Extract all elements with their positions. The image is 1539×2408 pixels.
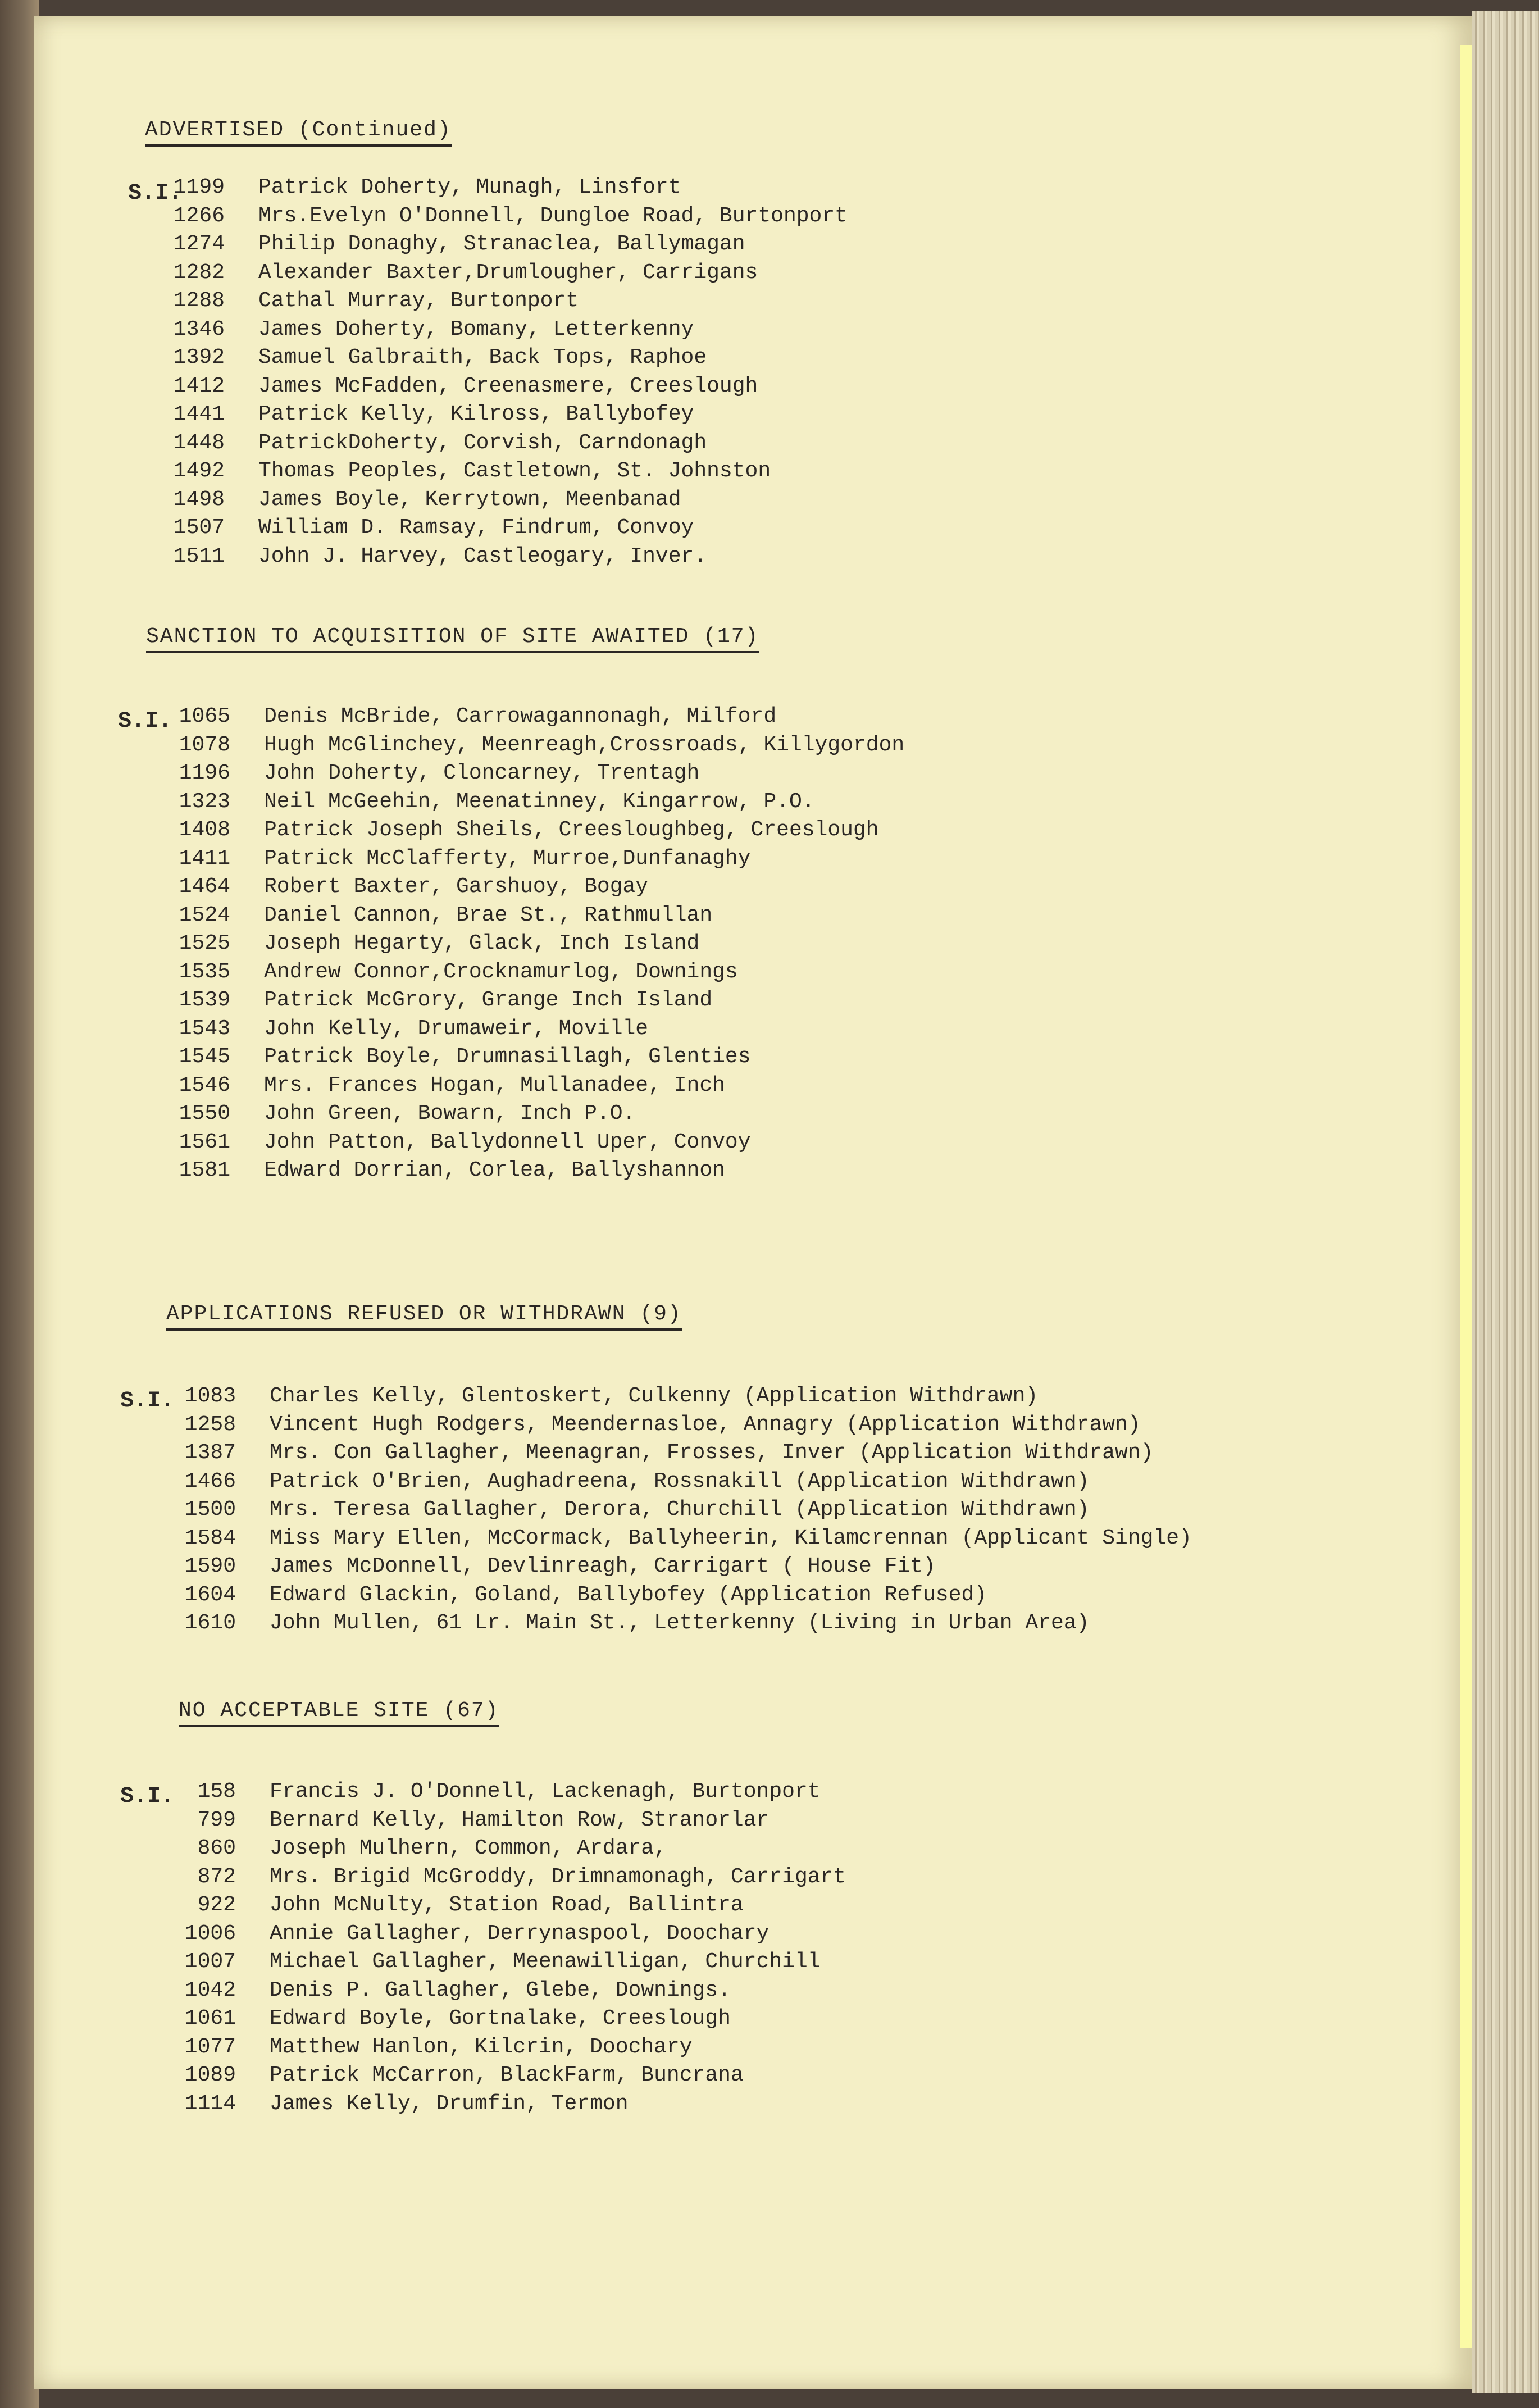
entry-text: Philip Donaghy, Stranaclea, Ballymagan — [258, 232, 745, 256]
list-item — [163, 733, 1342, 762]
list-item — [157, 232, 1281, 261]
entry-text: Michael Gallagher, Meenawilligan, Churchill — [270, 1950, 821, 1974]
list-item — [169, 1950, 1292, 1978]
entry-text: John J. Harvey, Castleogary, Inver. — [258, 544, 707, 568]
list-item — [169, 1413, 1432, 1441]
entry-number: 1078 — [179, 732, 230, 757]
list-item — [157, 516, 1281, 544]
list-item — [163, 903, 1342, 932]
entry-text: Patrick McClafferty, Murroe,Dunfanaghy — [264, 846, 751, 871]
entry-number: 1387 — [184, 1441, 236, 1465]
entry-number: 1089 — [184, 2063, 236, 2087]
list-item — [169, 1554, 1432, 1583]
list-item — [169, 1978, 1292, 2007]
list-item — [169, 1922, 1292, 1950]
entry-text: Miss Mary Ellen, McCormack, Ballyheerin, Kilamcrennan (Applicant Single) — [270, 1526, 1192, 1550]
list-item — [169, 1836, 1292, 1865]
entry-number: 1065 — [179, 704, 230, 729]
list-item — [169, 2092, 1292, 2120]
entry-text: Patrick Doherty, Munagh, Linsfort — [258, 175, 681, 199]
entry-number: 1584 — [184, 1526, 236, 1550]
list-item — [163, 875, 1342, 903]
list-item — [157, 261, 1281, 289]
entry-text: Mrs. Brigid McGroddy, Drimnamonagh, Carrigart — [270, 1864, 846, 1889]
entry-number: 1323 — [179, 789, 230, 814]
entry-text: PatrickDoherty, Corvish, Carndonagh — [258, 430, 707, 455]
entry-number: 1411 — [179, 846, 230, 871]
list-item — [157, 175, 1281, 204]
entry-number: 1199 — [173, 175, 225, 199]
entry-text: Edward Dorrian, Corlea, Ballyshannon — [264, 1158, 725, 1182]
list-item — [169, 2006, 1292, 2035]
entry-number: 1543 — [179, 1016, 230, 1041]
entry-number: 1061 — [184, 2006, 236, 2031]
list-item — [169, 1497, 1432, 1526]
list-item — [169, 1526, 1432, 1555]
entry-text: James Kelly, Drumfin, Termon — [270, 2091, 629, 2116]
entry-text: Patrick O'Brien, Aughadreena, Rossnakill (Application Withdrawn) — [270, 1469, 1090, 1494]
entry-number: 1042 — [184, 1978, 236, 2002]
entry-list-no-acceptable-site — [169, 1779, 1292, 2120]
entry-number: 158 — [197, 1779, 236, 1804]
list-item — [163, 1045, 1342, 1073]
entry-number: 1196 — [179, 761, 230, 785]
entry-text: James Boyle, Kerrytown, Meenbanad — [258, 487, 681, 512]
list-item — [169, 1441, 1432, 1469]
entry-text: Matthew Hanlon, Kilcrin, Doochary — [270, 2034, 693, 2059]
entry-number: 1346 — [173, 317, 225, 342]
list-item — [157, 488, 1281, 516]
list-item — [169, 2063, 1292, 2092]
entry-number: 1441 — [173, 402, 225, 426]
entry-number: 1546 — [179, 1073, 230, 1098]
entry-text: Alexander Baxter,Drumlougher, Carrigans — [258, 260, 758, 285]
entry-number: 1561 — [179, 1130, 230, 1154]
list-item — [163, 960, 1342, 989]
entry-number: 1408 — [179, 818, 230, 842]
entry-text: Vincent Hugh Rodgers, Meendernasloe, Annagry (Application Withdrawn) — [270, 1412, 1141, 1437]
si-label: S.I. — [120, 1784, 175, 1809]
list-item — [169, 1611, 1432, 1640]
entry-number: 1464 — [179, 875, 230, 899]
entry-text: Samuel Galbraith, Back Tops, Raphoe — [258, 345, 707, 370]
entry-text: Patrick Boyle, Drumnasillagh, Glenties — [264, 1045, 751, 1069]
entry-text: James Doherty, Bomany, Letterkenny — [258, 317, 694, 342]
entry-text: John McNulty, Station Road, Ballintra — [270, 1893, 744, 1917]
entry-number: 1448 — [173, 430, 225, 455]
book-fore-edge — [1472, 11, 1539, 2393]
list-item — [169, 1808, 1292, 1837]
entry-text: Robert Baxter, Garshuoy, Bogay — [264, 875, 649, 899]
entry-number: 1535 — [179, 959, 230, 984]
si-label: S.I. — [120, 1389, 175, 1414]
list-item — [163, 818, 1342, 846]
entry-number: 1466 — [184, 1469, 236, 1494]
entry-number: 1077 — [184, 2034, 236, 2059]
entry-number: 872 — [197, 1864, 236, 1889]
entry-text: Mrs. Teresa Gallagher, Derora, Churchill (Application Withdrawn) — [270, 1497, 1090, 1522]
si-label: S.I. — [128, 181, 183, 206]
entry-text: James McDonnell, Devlinreagh, Carrigart ( House Fit) — [270, 1554, 936, 1578]
entry-number: 799 — [197, 1808, 236, 1832]
entry-number: 1266 — [173, 203, 225, 228]
list-item — [163, 1101, 1342, 1130]
list-item — [157, 402, 1281, 431]
entry-text: Francis J. O'Donnell, Lackenagh, Burtonport — [270, 1779, 821, 1804]
list-item — [163, 931, 1342, 960]
entry-number: 1114 — [184, 2091, 236, 2116]
entry-text: William D. Ramsay, Findrum, Convoy — [258, 516, 694, 540]
entry-number: 1258 — [184, 1412, 236, 1437]
entry-number: 1492 — [173, 459, 225, 483]
section-title-sanction-awaited: SANCTION TO ACQUISITION OF SITE AWAITED (17) — [146, 625, 759, 653]
entry-number: 1500 — [184, 1497, 236, 1522]
list-item — [157, 374, 1281, 403]
entry-text: Patrick McGrory, Grange Inch Island — [264, 988, 713, 1012]
entry-number: 1282 — [173, 260, 225, 285]
list-item — [163, 1017, 1342, 1045]
entry-number: 1507 — [173, 516, 225, 540]
entry-text: John Kelly, Drumaweir, Moville — [264, 1016, 649, 1041]
entry-number: 1545 — [179, 1045, 230, 1069]
entry-number: 1604 — [184, 1582, 236, 1607]
entry-number: 1581 — [179, 1158, 230, 1182]
list-item — [169, 1779, 1292, 1808]
list-item — [157, 289, 1281, 317]
entry-text: John Patton, Ballydonnell Uper, Convoy — [264, 1130, 751, 1154]
list-item — [169, 1384, 1432, 1413]
entry-text: James McFadden, Creenasmere, Creeslough — [258, 374, 758, 398]
entry-text: Mrs.Evelyn O'Donnell, Dungloe Road, Burtonport — [258, 203, 848, 228]
entry-list-advertised — [157, 175, 1281, 572]
entry-text: Denis P. Gallagher, Glebe, Downings. — [270, 1978, 731, 2002]
list-item — [169, 1865, 1292, 1893]
entry-text: Edward Glackin, Goland, Ballybofey (Application Refused) — [270, 1582, 987, 1607]
entry-number: 1288 — [173, 289, 225, 313]
list-item — [169, 1893, 1292, 1922]
entry-number: 1610 — [184, 1611, 236, 1635]
entry-number: 1392 — [173, 345, 225, 370]
list-item — [163, 1073, 1342, 1102]
entry-text: Hugh McGlinchey, Meenreagh,Crossroads, Killygordon — [264, 732, 905, 757]
entry-text: Patrick McCarron, BlackFarm, Buncrana — [270, 2063, 744, 2087]
entry-text: Patrick Joseph Sheils, Creesloughbeg, Creeslough — [264, 818, 879, 842]
entry-text: Charles Kelly, Glentoskert, Culkenny (Application Withdrawn) — [270, 1384, 1039, 1408]
entry-number: 1550 — [179, 1101, 230, 1126]
list-item — [163, 790, 1342, 818]
list-item — [169, 2035, 1292, 2064]
entry-number: 1006 — [184, 1921, 236, 1946]
entry-number: 1498 — [173, 487, 225, 512]
entry-number: 1539 — [179, 988, 230, 1012]
list-item — [169, 1583, 1432, 1612]
entry-list-sanction-awaited — [163, 704, 1342, 1187]
list-item — [163, 846, 1342, 875]
entry-text: Denis McBride, Carrowagannonagh, Milford — [264, 704, 777, 729]
list-item — [163, 988, 1342, 1017]
entry-number: 1590 — [184, 1554, 236, 1578]
entry-number: 1525 — [179, 931, 230, 955]
list-item — [163, 761, 1342, 790]
entry-text: Andrew Connor,Crocknamurlog, Downings — [264, 959, 738, 984]
section-title-applications-refused: APPLICATIONS REFUSED OR WITHDRAWN (9) — [166, 1302, 682, 1331]
list-item — [157, 431, 1281, 459]
section-title-advertised: ADVERTISED (Continued) — [145, 118, 452, 147]
entry-number: 1412 — [173, 374, 225, 398]
entry-text: Joseph Hegarty, Glack, Inch Island — [264, 931, 700, 955]
entry-number: 1524 — [179, 903, 230, 927]
list-item — [157, 544, 1281, 573]
list-item — [163, 1158, 1342, 1187]
entry-text: Neil McGeehin, Meenatinney, Kingarrow, P.O. — [264, 789, 815, 814]
si-label: S.I. — [118, 709, 172, 734]
entry-text: Joseph Mulhern, Common, Ardara, — [270, 1836, 667, 1860]
entry-text: Thomas Peoples, Castletown, St. Johnston — [258, 459, 771, 483]
entry-text: Cathal Murray, Burtonport — [258, 289, 579, 313]
list-item — [169, 1469, 1432, 1498]
entry-text: John Mullen, 61 Lr. Main St., Letterkenny (Living in Urban Area) — [270, 1611, 1090, 1635]
list-item — [157, 459, 1281, 488]
list-item — [157, 345, 1281, 374]
entry-list-applications-refused — [169, 1384, 1432, 1640]
list-item — [163, 1130, 1342, 1159]
list-item — [157, 204, 1281, 233]
entry-number: 1511 — [173, 544, 225, 568]
section-title-no-acceptable-site: NO ACCEPTABLE SITE (67) — [179, 1699, 499, 1727]
list-item — [163, 704, 1342, 733]
entry-number: 922 — [197, 1893, 236, 1917]
entry-number: 1274 — [173, 232, 225, 256]
entry-number: 860 — [197, 1836, 236, 1860]
entry-text: John Green, Bowarn, Inch P.O. — [264, 1101, 636, 1126]
entry-text: Daniel Cannon, Brae St., Rathmullan — [264, 903, 713, 927]
entry-text: Mrs. Con Gallagher, Meenagran, Frosses, Inver (Application Withdrawn) — [270, 1441, 1154, 1465]
entry-text: Bernard Kelly, Hamilton Row, Stranorlar — [270, 1808, 770, 1832]
entry-text: Patrick Kelly, Kilross, Ballybofey — [258, 402, 694, 426]
entry-number: 1083 — [184, 1384, 236, 1408]
entry-text: Mrs. Frances Hogan, Mullanadee, Inch — [264, 1073, 725, 1098]
entry-text: Edward Boyle, Gortnalake, Creeslough — [270, 2006, 731, 2031]
entry-text: Annie Gallagher, Derrynaspool, Doochary — [270, 1921, 770, 1946]
entry-number: 1007 — [184, 1950, 236, 1974]
list-item — [157, 317, 1281, 346]
entry-text: John Doherty, Cloncarney, Trentagh — [264, 761, 700, 785]
page-highlight-strip — [1460, 45, 1472, 2348]
